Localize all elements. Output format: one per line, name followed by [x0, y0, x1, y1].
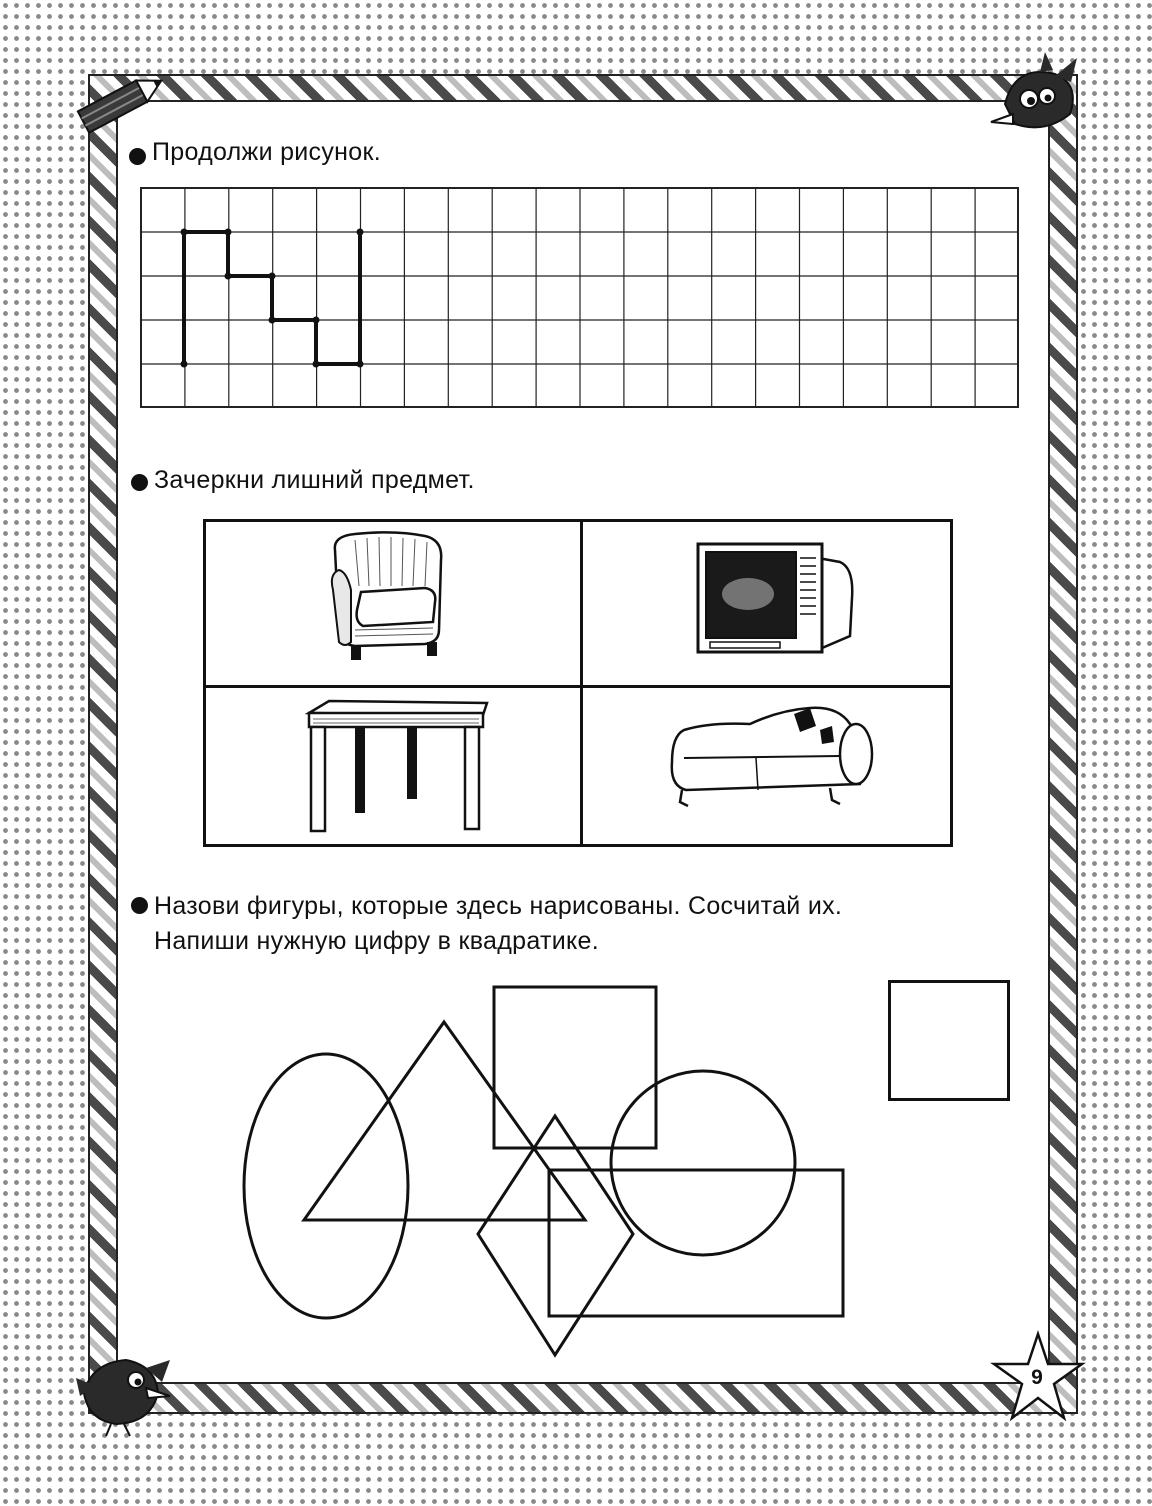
sample-pattern — [184, 232, 360, 364]
armchair-item[interactable] — [325, 530, 455, 670]
pencil-icon — [70, 60, 180, 140]
table-item[interactable] — [303, 697, 493, 837]
task-2-instruction: Зачеркни лишний предмет. — [154, 466, 475, 494]
task-3-instruction-line-1: Назови фигуры, которые здесь нарисованы. Сосчитай их. — [154, 892, 843, 920]
bird-icon — [985, 44, 1085, 144]
page-number: 9 — [1031, 1366, 1043, 1389]
bird-icon — [66, 1338, 176, 1438]
sofa-item[interactable] — [660, 702, 882, 822]
dot-grid[interactable] — [140, 187, 1020, 411]
bullet — [131, 474, 148, 491]
task-3-instruction-line-2: Напиши нужную цифру в квадратике. — [154, 927, 599, 955]
bullet — [129, 148, 146, 165]
tv-item[interactable] — [690, 538, 860, 664]
task-1-instruction: Продолжи рисунок. — [152, 138, 381, 166]
bullet — [131, 897, 148, 914]
answer-box[interactable] — [888, 980, 1010, 1101]
